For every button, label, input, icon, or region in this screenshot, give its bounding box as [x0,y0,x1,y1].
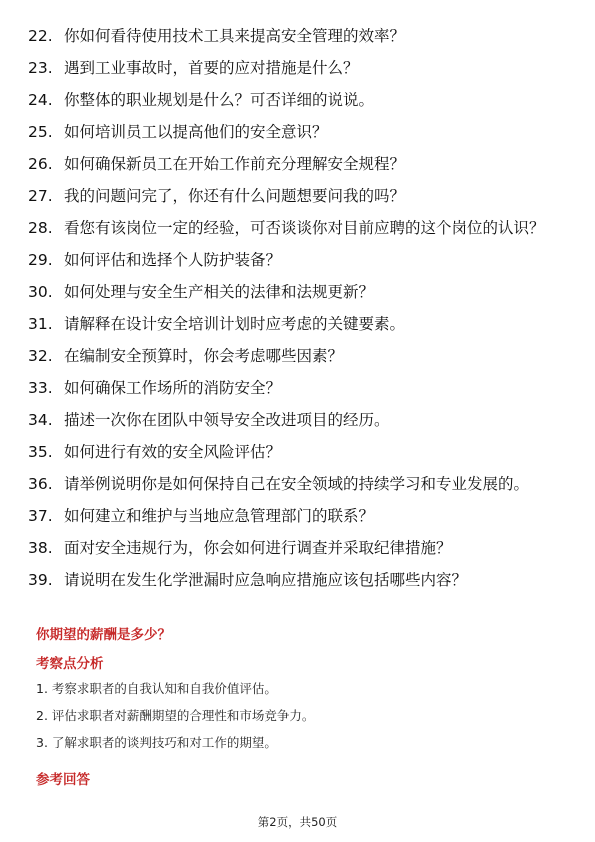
question-number: 38. [28,539,53,557]
question-number: 39. [28,571,53,589]
question-item [28,504,568,528]
reference-answer-heading: 参考回答 [36,772,90,788]
question-text: 如何培训员工以提高他们的安全意识？ [64,123,328,141]
analysis-point: 2. 评估求职者对薪酬期望的合理性和市场竞争力。 [36,708,315,723]
question-text: 遇到工业事故时，首要的应对措施是什么？ [64,59,359,77]
question-item [28,24,568,48]
question-number: 34. [28,411,53,429]
question-number: 35. [28,443,53,461]
question-item [28,120,568,144]
question-text: 请举例说明你是如何保持自己在安全领域的持续学习和专业发展的。 [64,475,530,493]
analysis-point: 3. 了解求职者的谈判技巧和对工作的期望。 [36,735,277,750]
section-title: 你期望的薪酬是多少？ [36,627,171,643]
question-number: 29. [28,251,53,269]
question-item [28,376,568,400]
question-item [28,312,568,336]
question-item [28,56,568,80]
question-item [28,88,568,112]
question-text: 你整体的职业规划是什么？可否详细的说说。 [64,91,375,109]
question-item [28,440,568,464]
question-text: 如何确保工作场所的消防安全？ [64,379,282,397]
salary-question-section [36,626,566,789]
question-item [28,568,568,592]
question-number: 32. [28,347,53,365]
question-number: 27. [28,187,53,205]
question-text: 我的问题问完了，你还有什么问题想要问我的吗？ [64,187,406,205]
question-item [28,536,568,560]
question-number: 36. [28,475,53,493]
question-number: 23. [28,59,53,77]
question-number: 26. [28,155,53,173]
question-text: 看您有该岗位一定的经验，可否谈谈你对目前应聘的这个岗位的认识？ [64,219,545,237]
question-text: 请说明在发生化学泄漏时应急响应措施应该包括哪些内容？ [64,571,468,589]
question-item [28,248,568,272]
question-number: 25. [28,123,53,141]
question-number: 30. [28,283,53,301]
question-list [28,24,568,600]
question-text: 面对安全违规行为，你会如何进行调查并采取纪律措施？ [64,539,452,557]
question-item [28,344,568,368]
question-item [28,216,568,240]
question-text: 如何评估和选择个人防护装备？ [64,251,282,269]
analysis-heading: 考察点分析 [36,656,104,672]
question-text: 如何进行有效的安全风险评估？ [64,443,282,461]
question-item [28,472,568,496]
question-number: 22. [28,27,53,45]
page-number: 第2页，共50页 [257,815,338,829]
question-item [28,184,568,208]
question-number: 33. [28,379,53,397]
question-item [28,408,568,432]
question-text: 你如何看待使用技术工具来提高安全管理的效率？ [64,27,406,45]
question-text: 描述一次你在团队中领导安全改进项目的经历。 [64,411,390,429]
question-number: 24. [28,91,53,109]
question-text: 在编制安全预算时，你会考虑哪些因素？ [64,347,344,365]
question-text: 请解释在设计安全培训计划时应考虑的关键要素。 [64,315,406,333]
question-item [28,280,568,304]
question-number: 37. [28,507,53,525]
question-text: 如何确保新员工在开始工作前充分理解安全规程？ [64,155,406,173]
analysis-point: 1. 考察求职者的自我认知和自我价值评估。 [36,681,277,696]
question-number: 31. [28,315,53,333]
question-text: 如何建立和维护与当地应急管理部门的联系？ [64,507,375,525]
question-number: 28. [28,219,53,237]
question-text: 如何处理与安全生产相关的法律和法规更新？ [64,283,375,301]
question-item [28,152,568,176]
